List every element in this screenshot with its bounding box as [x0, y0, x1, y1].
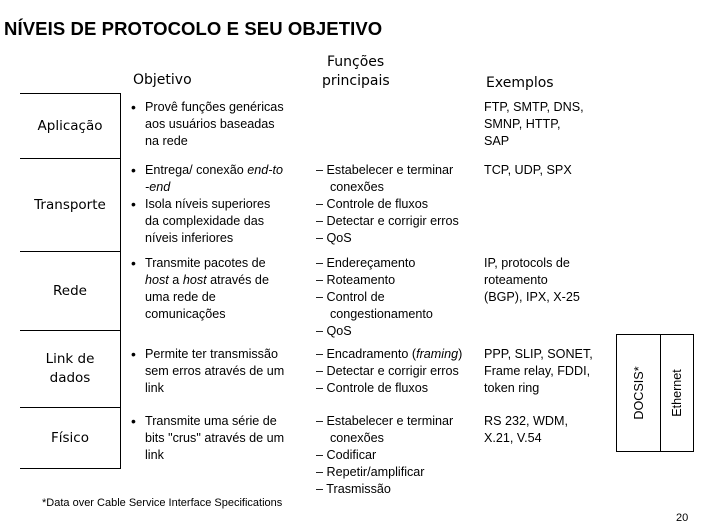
exemplos-fisico: RS 232, WDM, X.21, V.54: [484, 414, 568, 445]
header-exemplos: Exemplos: [486, 75, 554, 91]
exemplos-link-de-dados: PPP, SLIP, SONET, Frame relay, FDDI, token ring: [484, 347, 593, 395]
objetivo-rede: • Transmite pacotes de host a host através de uma rede de comunicações: [131, 255, 269, 323]
objetivo-aplicacao: • Provê funções genéricas aos usuários baseadas na rede: [131, 99, 284, 150]
ethernet-label: Ethernet: [670, 369, 684, 417]
exemplos-transporte: TCP, UDP, SPX: [484, 163, 572, 177]
docsis-box: [616, 334, 661, 452]
layer-box-fisico: [20, 407, 121, 469]
objetivo-fisico: • Transmite uma série de bits "crus" através de um link: [131, 413, 284, 464]
layer-name: Link de dados: [45, 351, 95, 386]
funcoes-fisico: – Estabelecer e terminar conexões – Codificar – Repetir/amplificar – Trasmissão: [316, 414, 454, 496]
layer-name: Físico: [51, 429, 89, 446]
header-objetivo: Objetivo: [133, 72, 192, 88]
exemplos-rede: IP, protocols de roteamento (BGP), IPX, X-25: [484, 256, 580, 304]
page-title: NÍVEIS DE PROTOCOLO E SEU OBJETIVO: [4, 18, 383, 39]
layer-box-rede: [20, 251, 121, 330]
layer-box-link-de-dados: [20, 330, 121, 407]
ethernet-box: [660, 334, 694, 452]
header-funcoes-line2: principais: [322, 73, 390, 89]
docsis-label: DOCSIS*: [631, 366, 646, 420]
layer-name: Transporte: [34, 196, 106, 213]
funcoes-transporte: – Estabelecer e terminar conexões – Controle de fluxos – Detectar e corrigir erros – QoS: [316, 163, 459, 245]
exemplos-aplicacao: FTP, SMTP, DNS, SMNP, HTTP, SAP: [484, 100, 584, 148]
page-number: 20: [676, 512, 689, 524]
funcoes-link-de-dados: – Encadramento (framing) – Detectar e corrigir erros – Controle de fluxos: [316, 347, 463, 395]
layer-name: Rede: [53, 282, 87, 299]
funcoes-rede: – Endereçamento – Roteamento – Control de congestionamento – QoS: [316, 256, 433, 338]
header-funcoes-line1: Funções: [327, 54, 385, 70]
layer-box-aplicacao: [20, 93, 121, 158]
layer-name: Aplicação: [37, 117, 103, 134]
objetivo-link-de-dados: • Permite ter transmissão sem erros através de um link: [131, 346, 284, 397]
objetivo-transporte: • Entrega/ conexão end-to -end • Isola níveis superiores da complexidade das níveis inferiores: [131, 162, 283, 247]
footnote: *Data over Cable Service Interface Specifications: [42, 497, 283, 509]
layer-box-transporte: [20, 158, 121, 251]
